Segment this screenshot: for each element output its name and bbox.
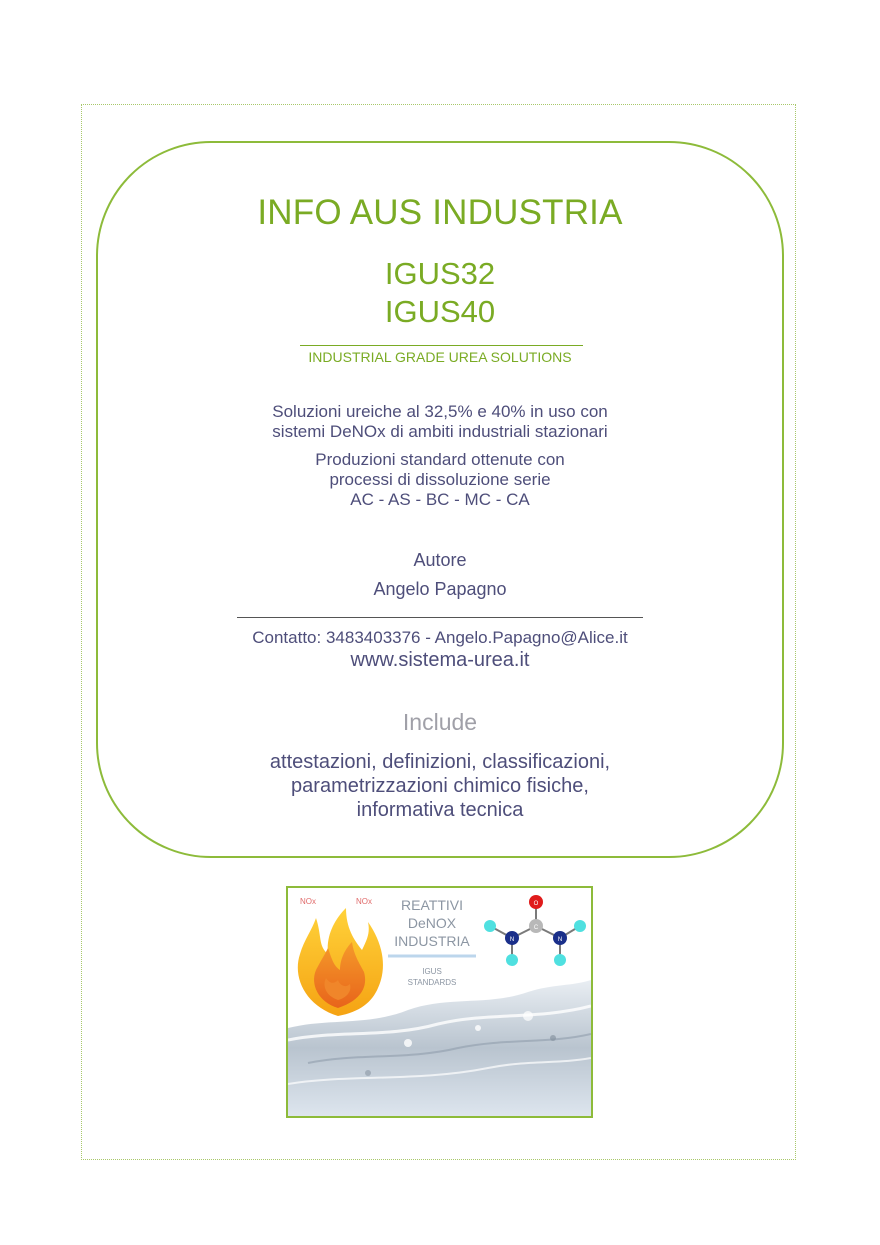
urea-molecule-icon [484, 895, 586, 966]
product-code-igus40: IGUS40 [384, 294, 496, 329]
logo-line-1: REATTIVI [401, 897, 463, 913]
include-heading: Include [402, 709, 478, 735]
nitrogen-label-right: N [557, 937, 563, 943]
description-line: AC - AS - BC - MC - CA [350, 490, 530, 509]
include-item: parametrizzazioni chimico fisiche, [291, 775, 589, 797]
logo-artwork [288, 888, 591, 1116]
description-line: Produzioni standard ottenute con [315, 450, 565, 469]
logo-sub-line-1: IGUS [422, 967, 442, 976]
description-line: processi di dissoluzione serie [329, 470, 551, 489]
subtitle-rule [300, 345, 583, 346]
reactants-logo-image [286, 886, 593, 1118]
logo-sub-line-2: STANDARDS [407, 978, 457, 987]
contact-divider [237, 617, 643, 618]
product-code-igus32: IGUS32 [384, 256, 496, 291]
oxygen-label: O [533, 901, 539, 907]
description-paragraph-1 [96, 402, 784, 442]
description-paragraph-2 [96, 450, 784, 510]
website-link[interactable]: www.sistema-urea.it [350, 649, 530, 671]
description-line: sistemi DeNOx di ambiti industriali stazionari [272, 422, 608, 441]
include-item: attestazioni, definizioni, classificazioni, [269, 751, 611, 773]
author-label: Autore [413, 550, 467, 570]
include-list [96, 750, 784, 822]
document-subtitle: INDUSTRIAL GRADE UREA SOLUTIONS [308, 349, 572, 365]
nox-label-left: NOx [300, 897, 316, 906]
author-name: Angelo Papagno [373, 579, 507, 599]
logo-line-2: DeNOX [407, 915, 457, 931]
contact-info: Contatto: 3483403376 - Angelo.Papagno@Alice.it [252, 628, 628, 647]
description-line: Soluzioni ureiche al 32,5% e 40% in uso con [272, 402, 608, 421]
include-item: informativa tecnica [356, 799, 524, 821]
nitrogen-label-left: N [509, 937, 515, 943]
nox-label-right: NOx [356, 897, 372, 906]
document-title: INFO AUS INDUSTRIA [257, 193, 623, 232]
carbon-label: C [533, 925, 539, 931]
logo-line-3: INDUSTRIA [394, 933, 470, 949]
